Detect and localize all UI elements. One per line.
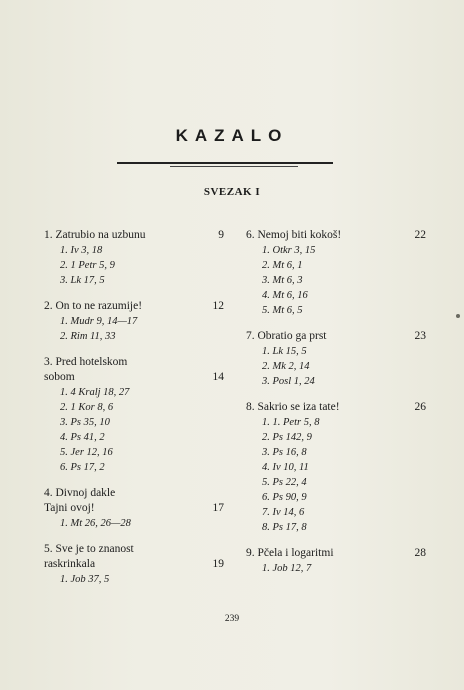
toc-entry-page: 14 <box>212 371 224 383</box>
toc-entry-heading <box>246 546 426 561</box>
scripture-reference: 3. Posl 1, 24 <box>262 376 315 387</box>
scripture-reference: 3. Mt 6, 3 <box>262 275 303 286</box>
toc-entry-references <box>44 385 224 475</box>
toc-entry-references <box>246 243 426 318</box>
toc-entry-page: 9 <box>218 229 224 241</box>
toc-entry <box>44 542 224 587</box>
scripture-reference: 2. Mt 6, 1 <box>262 260 303 271</box>
scripture-reference: 4. Iv 10, 11 <box>262 462 309 473</box>
toc-entry-heading <box>246 228 426 243</box>
scripture-reference: 4. Ps 41, 2 <box>60 432 105 443</box>
title-rule-thin <box>170 166 298 167</box>
scripture-reference: 1. Otkr 3, 15 <box>262 245 316 256</box>
scripture-reference: 3. Lk 17, 5 <box>60 275 105 286</box>
toc-entry-heading <box>44 299 224 314</box>
toc-entry <box>44 486 224 531</box>
scripture-reference: 5. Mt 6, 5 <box>262 305 303 316</box>
toc-entry <box>44 228 224 288</box>
toc-entry-references <box>246 561 426 576</box>
section-heading: SVEZAK I <box>203 186 261 198</box>
toc-entry-page: 26 <box>414 401 426 413</box>
toc-entry-page: 28 <box>414 547 426 559</box>
scripture-reference: 4. Mt 6, 16 <box>262 290 308 301</box>
scripture-reference: 1. 4 Kralj 18, 27 <box>60 387 130 398</box>
scripture-reference: 1. Mt 26, 26—28 <box>60 518 131 529</box>
toc-entry-title: 2. On to ne razumije! <box>44 300 143 312</box>
scripture-reference: 6. Ps 17, 2 <box>60 462 105 473</box>
toc-entry-title: 5. Sve je to znanost raskrinkala <box>44 543 134 570</box>
toc-left-column <box>44 228 224 598</box>
scripture-reference: 2. 1 Petr 5, 9 <box>60 260 115 271</box>
print-smudge <box>456 314 460 318</box>
toc-entry-page: 17 <box>212 502 224 514</box>
toc-entry <box>246 329 426 389</box>
toc-entry-references <box>44 572 224 587</box>
scripture-reference: 2. Mk 2, 14 <box>262 361 310 372</box>
scripture-reference: 2. Rim 11, 33 <box>60 331 116 342</box>
scripture-reference: 1. Job 37, 5 <box>60 574 110 585</box>
toc-entry-title: 8. Sakrio se iza tate! <box>246 401 340 413</box>
scripture-reference: 3. Ps 35, 10 <box>60 417 110 428</box>
toc-entry-title: 6. Nemoj biti kokoš! <box>246 229 342 241</box>
scripture-reference: 5. Ps 22, 4 <box>262 477 307 488</box>
toc-right-column <box>246 228 426 587</box>
scripture-reference: 1. 1. Petr 5, 8 <box>262 417 320 428</box>
title-rule <box>117 162 333 164</box>
toc-entry-references <box>44 314 224 344</box>
scripture-reference: 2. Ps 142, 9 <box>262 432 312 443</box>
toc-entry-title: 9. Pčela i logaritmi <box>246 547 334 559</box>
toc-entry-heading <box>246 329 426 344</box>
scripture-reference: 1. Iv 3, 18 <box>60 245 103 256</box>
toc-entry-heading <box>44 355 224 385</box>
toc-entry <box>44 355 224 475</box>
scripture-reference: 5. Jer 12, 16 <box>60 447 113 458</box>
toc-entry-page: 23 <box>414 330 426 342</box>
toc-entry-page: 22 <box>414 229 426 241</box>
scripture-reference: 3. Ps 16, 8 <box>262 447 307 458</box>
scripture-reference: 6. Ps 90, 9 <box>262 492 307 503</box>
scripture-reference: 1. Lk 15, 5 <box>262 346 307 357</box>
toc-entry-heading <box>246 400 426 415</box>
toc-entry-references <box>246 415 426 535</box>
toc-entry <box>246 546 426 576</box>
toc-entry-title: 3. Pred hotelskom sobom <box>44 356 128 383</box>
page-title: KAZALO <box>175 126 289 145</box>
toc-entry-references <box>44 516 224 531</box>
toc-entry <box>246 400 426 535</box>
toc-entry-references <box>44 243 224 288</box>
scripture-reference: 1. Mudr 9, 14—17 <box>60 316 138 327</box>
scripture-reference: 1. Job 12, 7 <box>262 563 312 574</box>
toc-entry-title: 1. Zatrubio na uzbunu <box>44 229 146 241</box>
page-number: 239 <box>224 614 240 624</box>
toc-entry-references <box>246 344 426 389</box>
scripture-reference: 7. Iv 14, 6 <box>262 507 305 518</box>
toc-entry-heading <box>44 486 224 516</box>
toc-entry-title: 7. Obratio ga prst <box>246 330 327 342</box>
toc-entry <box>44 299 224 344</box>
toc-entry-heading <box>44 542 224 572</box>
toc-entry-title: 4. Divnoj dakle Tajni ovoj! <box>44 487 116 514</box>
scripture-reference: 2. 1 Kor 8, 6 <box>60 402 114 413</box>
scripture-reference: 8. Ps 17, 8 <box>262 522 307 533</box>
toc-entry-page: 12 <box>212 300 224 312</box>
toc-entry-heading <box>44 228 224 243</box>
toc-entry-page: 19 <box>212 558 224 570</box>
toc-entry <box>246 228 426 318</box>
